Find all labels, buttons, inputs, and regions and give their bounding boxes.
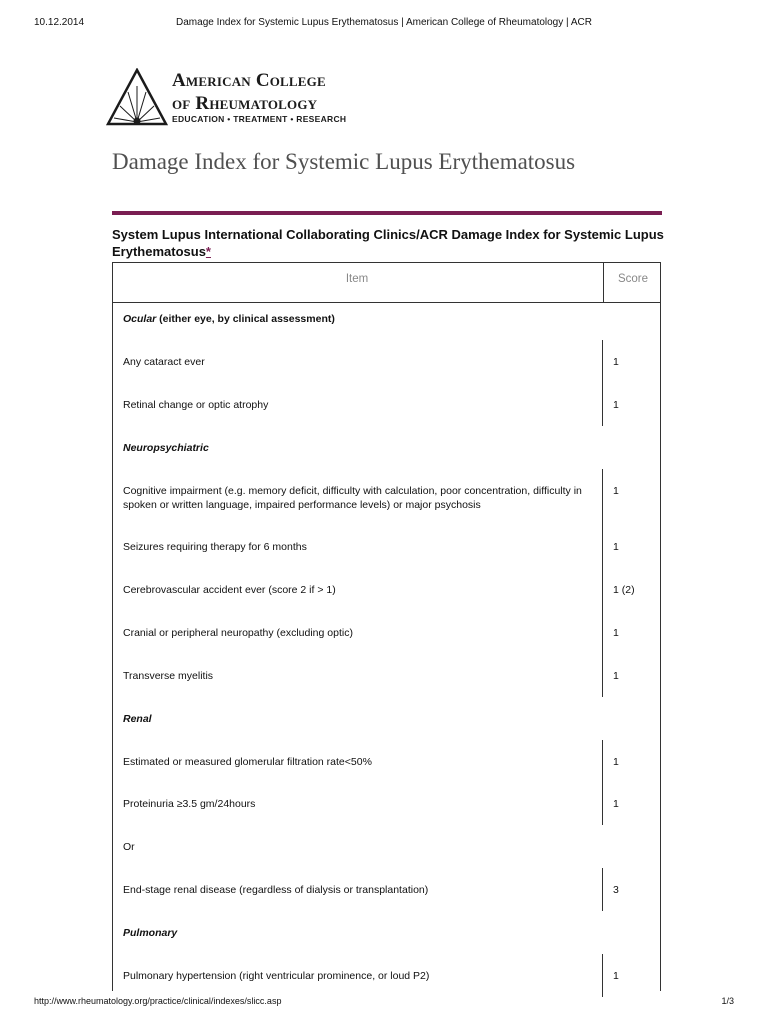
table-row: [112, 398, 661, 441]
score-column-divider: [602, 611, 603, 654]
item-label: Any cataract ever: [123, 356, 205, 368]
score-column-divider: [602, 954, 603, 997]
score-column-divider: [602, 340, 603, 383]
score-column-divider: [602, 654, 603, 697]
category-label: Ocular: [123, 313, 157, 325]
print-page-title: Damage Index for Systemic Lupus Erythematosus | American College of Rheumatology | ACR: [176, 17, 592, 28]
item-label: Seizures requiring therapy for 6 months: [123, 541, 307, 553]
table-row: [112, 669, 661, 712]
logo-line-1: [172, 70, 326, 92]
item-label: Cerebrovascular accident ever (score 2 if > 1): [123, 584, 336, 596]
score-value: 1: [613, 798, 619, 810]
category-cell: [123, 312, 598, 326]
item-label: End-stage renal disease (regardless of dialysis or transplantation): [123, 884, 429, 896]
footnote-link[interactable]: *: [205, 244, 211, 259]
score-value: 1: [613, 970, 619, 982]
item-label: Cranial or peripheral neuropathy (excluding optic): [123, 627, 353, 639]
score-value: 1: [613, 670, 619, 682]
item-label: Estimated or measured glomerular filtration rate<50%: [123, 756, 372, 768]
item-label: Or: [123, 841, 135, 853]
score-column-divider: [602, 868, 603, 911]
item-label: Proteinuria ≥3.5 gm/24hours: [123, 798, 256, 810]
section-heading-text: System Lupus International Collaborating Clinics/ACR Damage Index for Systemic Lupus Erythematosus: [112, 227, 664, 259]
category-cell: [123, 441, 598, 455]
logo-line-2: [172, 93, 317, 115]
table-row: [112, 355, 661, 398]
print-header: [0, 17, 768, 31]
score-value: 3: [613, 884, 619, 896]
score-value: 1: [613, 399, 619, 411]
table-header-row: [112, 262, 661, 303]
section-heading: [112, 226, 672, 260]
category-cell: [123, 712, 598, 726]
table-row: [112, 484, 661, 540]
print-url: http://www.rheumatology.org/practice/clinical/indexes/slicc.asp: [34, 996, 282, 1006]
score-column-divider: [602, 469, 603, 525]
category-cell: [123, 926, 598, 940]
item-label: Cognitive impairment (e.g. memory deficit, difficulty with calculation, poor concentration, difficulty in spoken or written language, impaired performance levels) or major psychosis: [123, 485, 582, 511]
print-page-number: 1/3: [721, 996, 734, 1006]
logo-text-1: American College: [172, 70, 326, 91]
score-column-divider: [602, 782, 603, 825]
page-title: Damage Index for Systemic Lupus Erythematosus: [112, 149, 576, 174]
table-row: [112, 840, 661, 883]
table-row: [112, 583, 661, 626]
print-footer: [0, 996, 768, 1010]
table-category-row: [112, 712, 661, 755]
title-divider: [112, 211, 662, 215]
table-row: [112, 797, 661, 840]
score-value: 1: [613, 356, 619, 368]
score-column-divider: [602, 525, 603, 568]
category-note: (either eye, by clinical assessment): [156, 313, 335, 325]
score-value: 1: [613, 541, 619, 553]
item-label: Pulmonary hypertension (right ventricular prominence, or loud P2): [123, 970, 430, 982]
score-value: 1: [613, 485, 619, 497]
table-row: [112, 540, 661, 583]
logo-tagline: EDUCATION • TREATMENT • RESEARCH: [172, 114, 347, 124]
column-header-score: Score: [603, 262, 662, 302]
category-label: Renal: [123, 713, 152, 725]
score-value: 1: [613, 756, 619, 768]
acr-logo[interactable]: [106, 68, 368, 128]
table-category-row: [112, 926, 661, 969]
score-value: 1: [613, 627, 619, 639]
item-label: Retinal change or optic atrophy: [123, 399, 269, 411]
score-column-divider: [602, 740, 603, 783]
category-label: Pulmonary: [123, 927, 178, 939]
score-column-divider: [602, 568, 603, 611]
damage-index-table: [112, 262, 661, 992]
item-label: Transverse myelitis: [123, 670, 214, 682]
category-label: Neuropsychiatric: [123, 442, 209, 454]
logo-text-2: of Rheumatology: [172, 93, 318, 114]
table-category-row: [112, 312, 661, 355]
table-row: [112, 626, 661, 669]
score-column-divider: [602, 383, 603, 426]
column-header-item: Item: [345, 273, 369, 285]
table-category-row: [112, 441, 661, 484]
table-row: [112, 755, 661, 798]
acr-pyramid-icon: [106, 68, 168, 126]
table-row: [112, 883, 661, 926]
print-date: 10.12.2014: [34, 17, 85, 28]
score-value: 1 (2): [613, 584, 635, 596]
